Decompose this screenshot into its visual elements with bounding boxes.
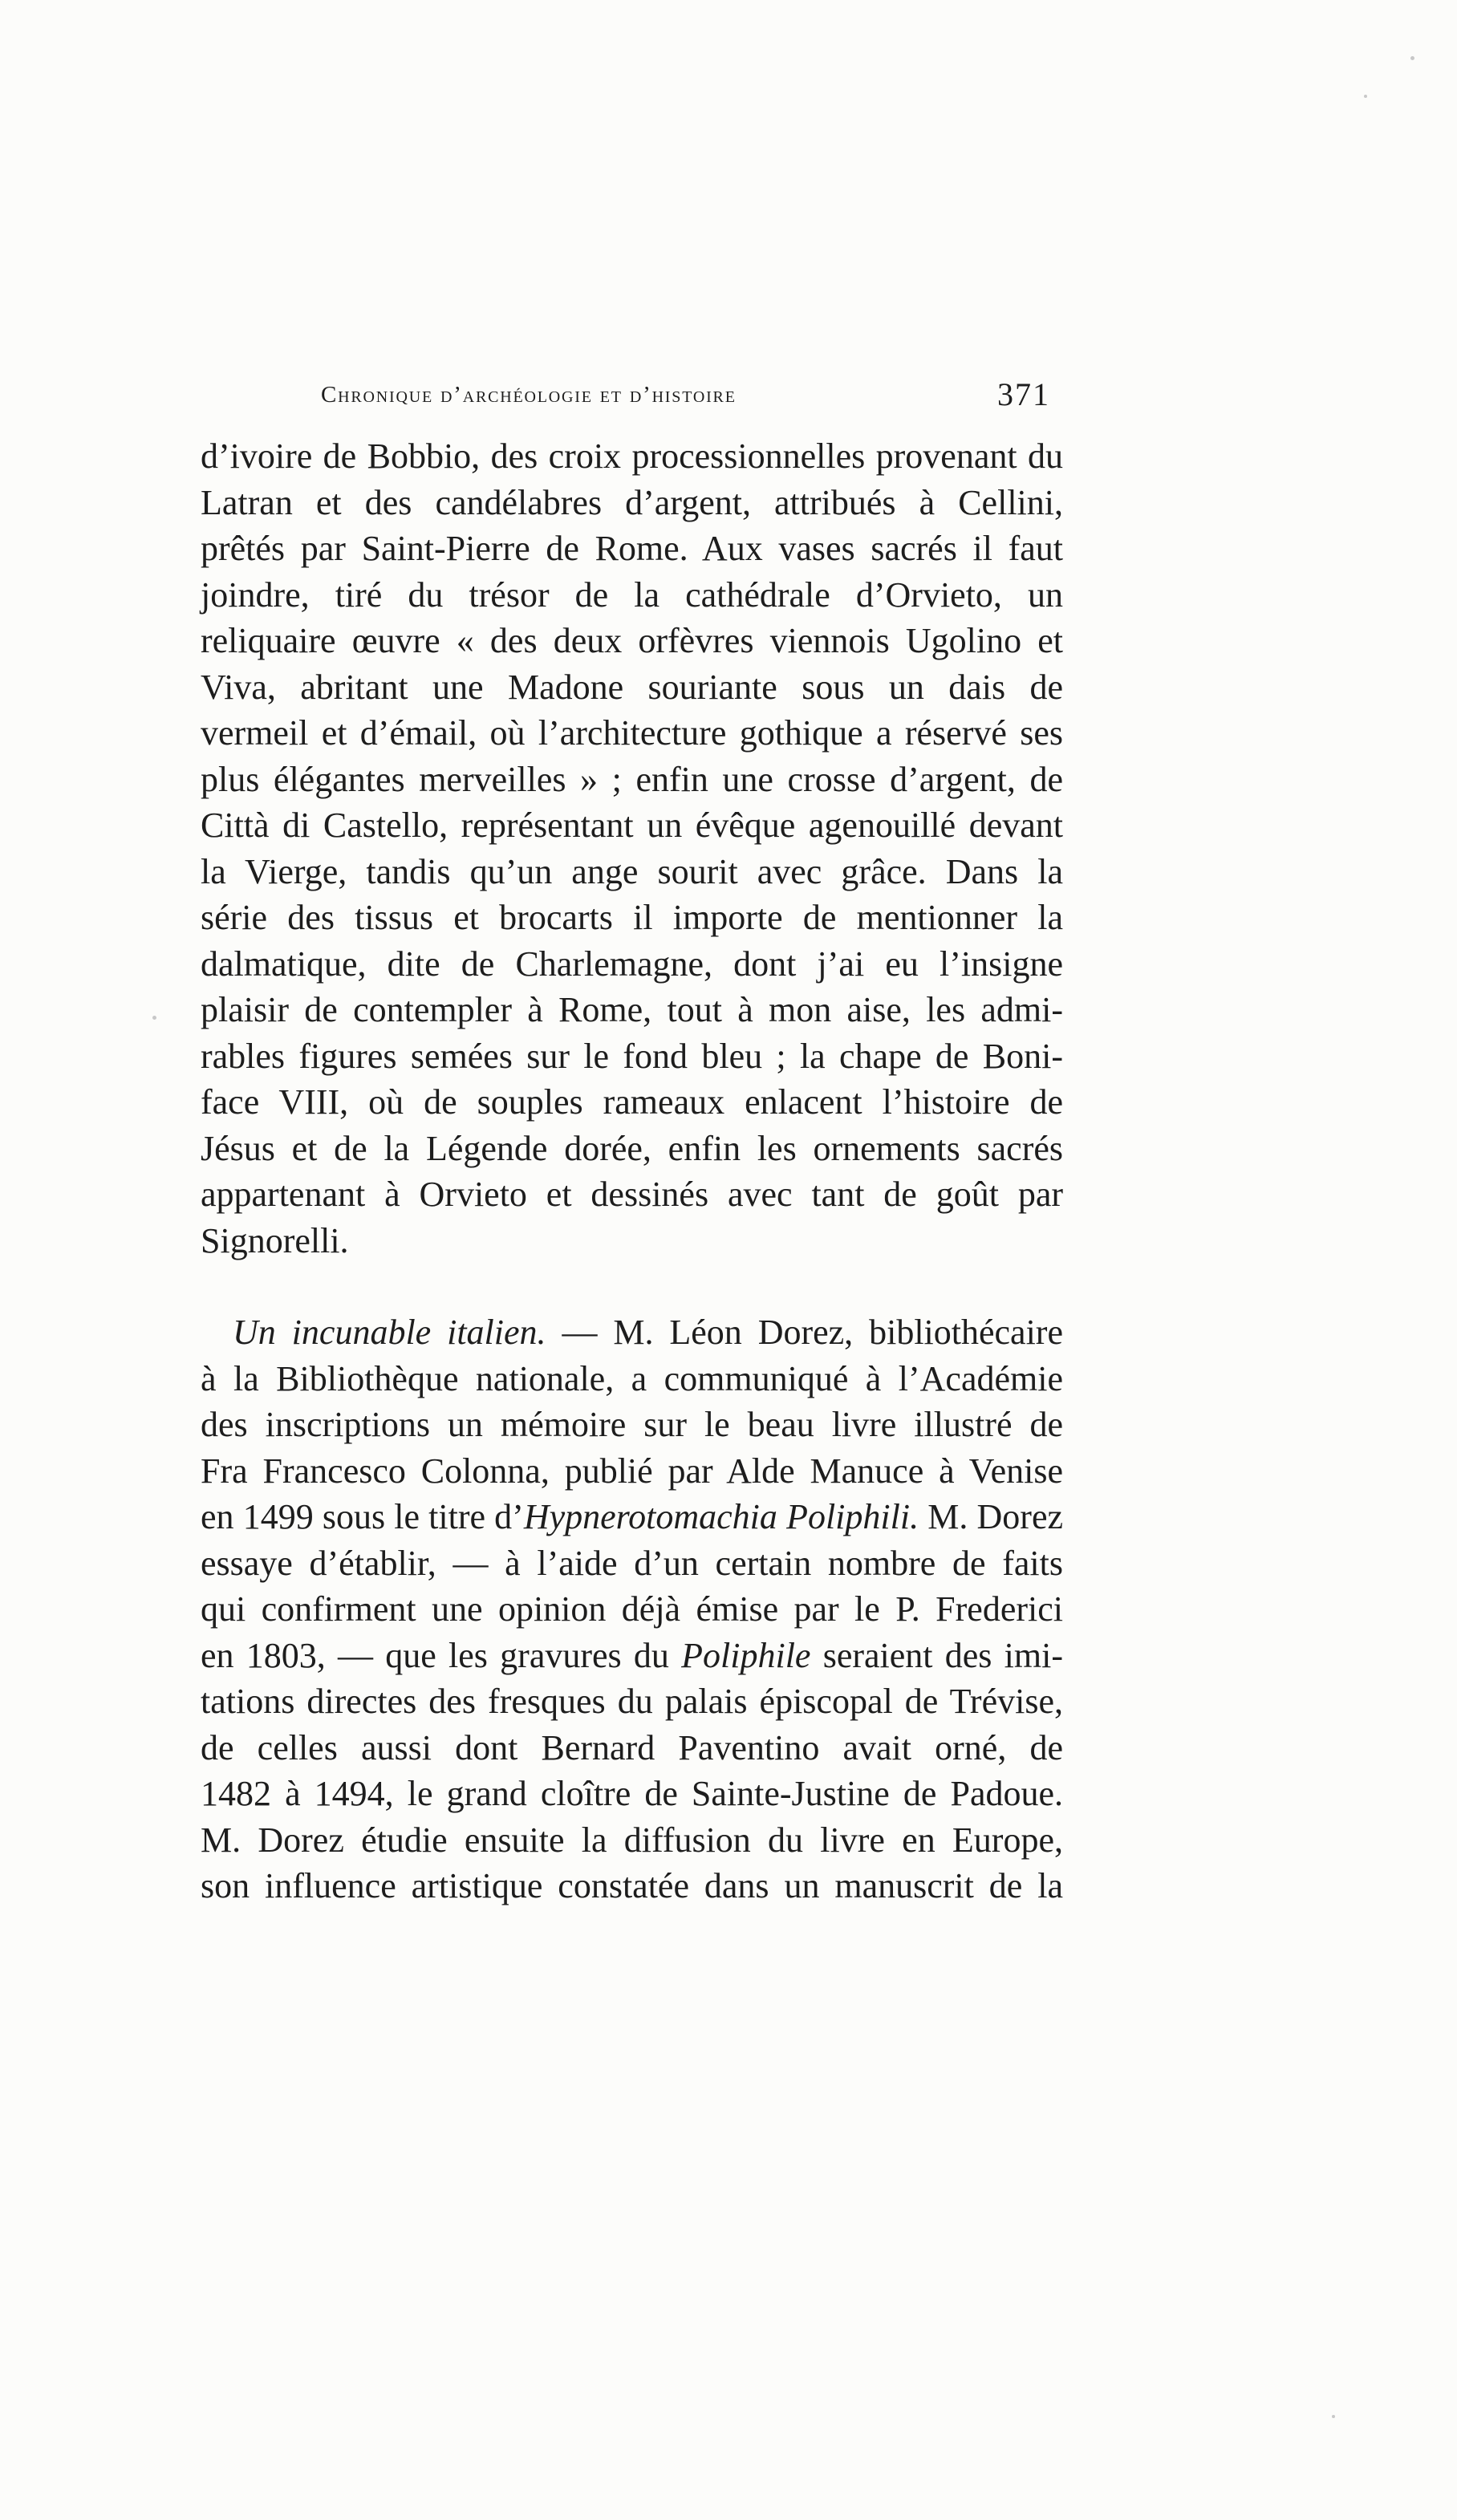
text-line: la Vierge, tandis qu’un ange sourit avec grâce. Dans la: [201, 851, 1063, 891]
text-run: — M. Léon Dorez, bibliothécaire: [546, 1313, 1063, 1352]
text-run: en 1499 sous le titre d’: [201, 1497, 524, 1536]
running-head-title: Chronique d’archéologie et d’histoire: [321, 382, 737, 408]
text-run: seraient des imi-: [810, 1635, 1064, 1675]
paper-speck: [152, 1016, 156, 1020]
text-line: 1482 à 1494, le grand cloître de Sainte-Justine de Padoue.: [201, 1774, 1063, 1813]
text-line: série des tissus et brocarts il importe de mentionner la: [201, 898, 1063, 937]
text-line: des inscriptions un mémoire sur le beau livre illustré de: [201, 1405, 1063, 1444]
paragraph-incunable: [201, 1309, 1063, 1909]
text-line: Viva, abritant une Madone souriante sous un dais de: [201, 667, 1063, 707]
text-line: son influence artistique constatée dans un manuscrit de la: [201, 1866, 1063, 1905]
text-line: Signorelli.: [201, 1220, 349, 1260]
text-line: tations directes des fresques du palais épiscopal de Trévise,: [201, 1682, 1063, 1721]
text-line: qui confirment une opinion déjà émise par le P. Frederici: [201, 1589, 1063, 1629]
text-line: [201, 1494, 1063, 1540]
book-title-italic: Hypnerotomachia Poliphili.: [523, 1497, 919, 1536]
text-line: prêtés par Saint-Pierre de Rome. Aux vases sacrés il faut: [201, 529, 1063, 568]
text-run: M. Dorez: [919, 1497, 1064, 1536]
paragraph-continuation: [201, 433, 1063, 1264]
text-line: vermeil et d’émail, où l’architecture gothique a réservé ses: [201, 713, 1063, 753]
text-line: à la Bibliothèque nationale, a communiqué à l’Académie: [201, 1358, 1063, 1398]
text-line: joindre, tiré du trésor de la cathédrale d’Orvieto, un: [201, 574, 1063, 615]
book-title-italic: Poliphile: [681, 1635, 811, 1675]
text-line: M. Dorez étudie ensuite la diffusion du livre en Europe,: [201, 1820, 1063, 1860]
text-line: dalmatique, dite de Charlemagne, dont j’ai eu l’insigne: [201, 943, 1063, 984]
paper-speck: [1410, 56, 1414, 60]
text-line: rables figures semées sur le fond bleu ; la chape de Boni-: [201, 1036, 1063, 1076]
text-line: [201, 1309, 1063, 1356]
paper-speck: [1364, 95, 1367, 98]
text-line: Fra Francesco Colonna, publié par Alde Manuce à Venise: [201, 1451, 1063, 1491]
text-line: plaisir de contempler à Rome, tout à mon aise, les admi-: [201, 990, 1063, 1029]
paper-speck: [1332, 2415, 1335, 2418]
text-line: appartenant à Orvieto et dessinés avec tant de goût par: [201, 1175, 1063, 1214]
text-line: de celles aussi dont Bernard Paventino avait orné, de: [201, 1727, 1063, 1767]
text-line: Jésus et de la Légende dorée, enfin les ornements sacrés: [201, 1128, 1063, 1168]
text-line: Latran et des candélabres d’argent, attribués à Cellini,: [201, 482, 1063, 522]
text-line: Città di Castello, représentant un évêque agenouillé devant: [201, 806, 1063, 845]
paragraph-gap: [201, 1264, 1063, 1309]
section-heading-italic: Un incunable italien.: [233, 1313, 546, 1352]
page-number: 371: [997, 376, 1050, 412]
text-line: plus élégantes merveilles » ; enfin une crosse d’argent, de: [201, 759, 1063, 799]
body-text: [201, 433, 1063, 1909]
text-line: essaye d’établir, — à l’aide d’un certain nombre de faits: [201, 1543, 1063, 1583]
text-line: d’ivoire de Bobbio, des croix processionnelles provenant du: [201, 436, 1063, 476]
text-line: face VIII, où de souples rameaux enlacent l’histoire de: [201, 1082, 1063, 1122]
text-line: reliquaire œuvre « des deux orfèvres viennois Ugolino et: [201, 621, 1063, 660]
text-run: en 1803, — que les gravures du: [201, 1635, 682, 1675]
text-line: [201, 1633, 1063, 1679]
running-head: [201, 371, 1063, 419]
